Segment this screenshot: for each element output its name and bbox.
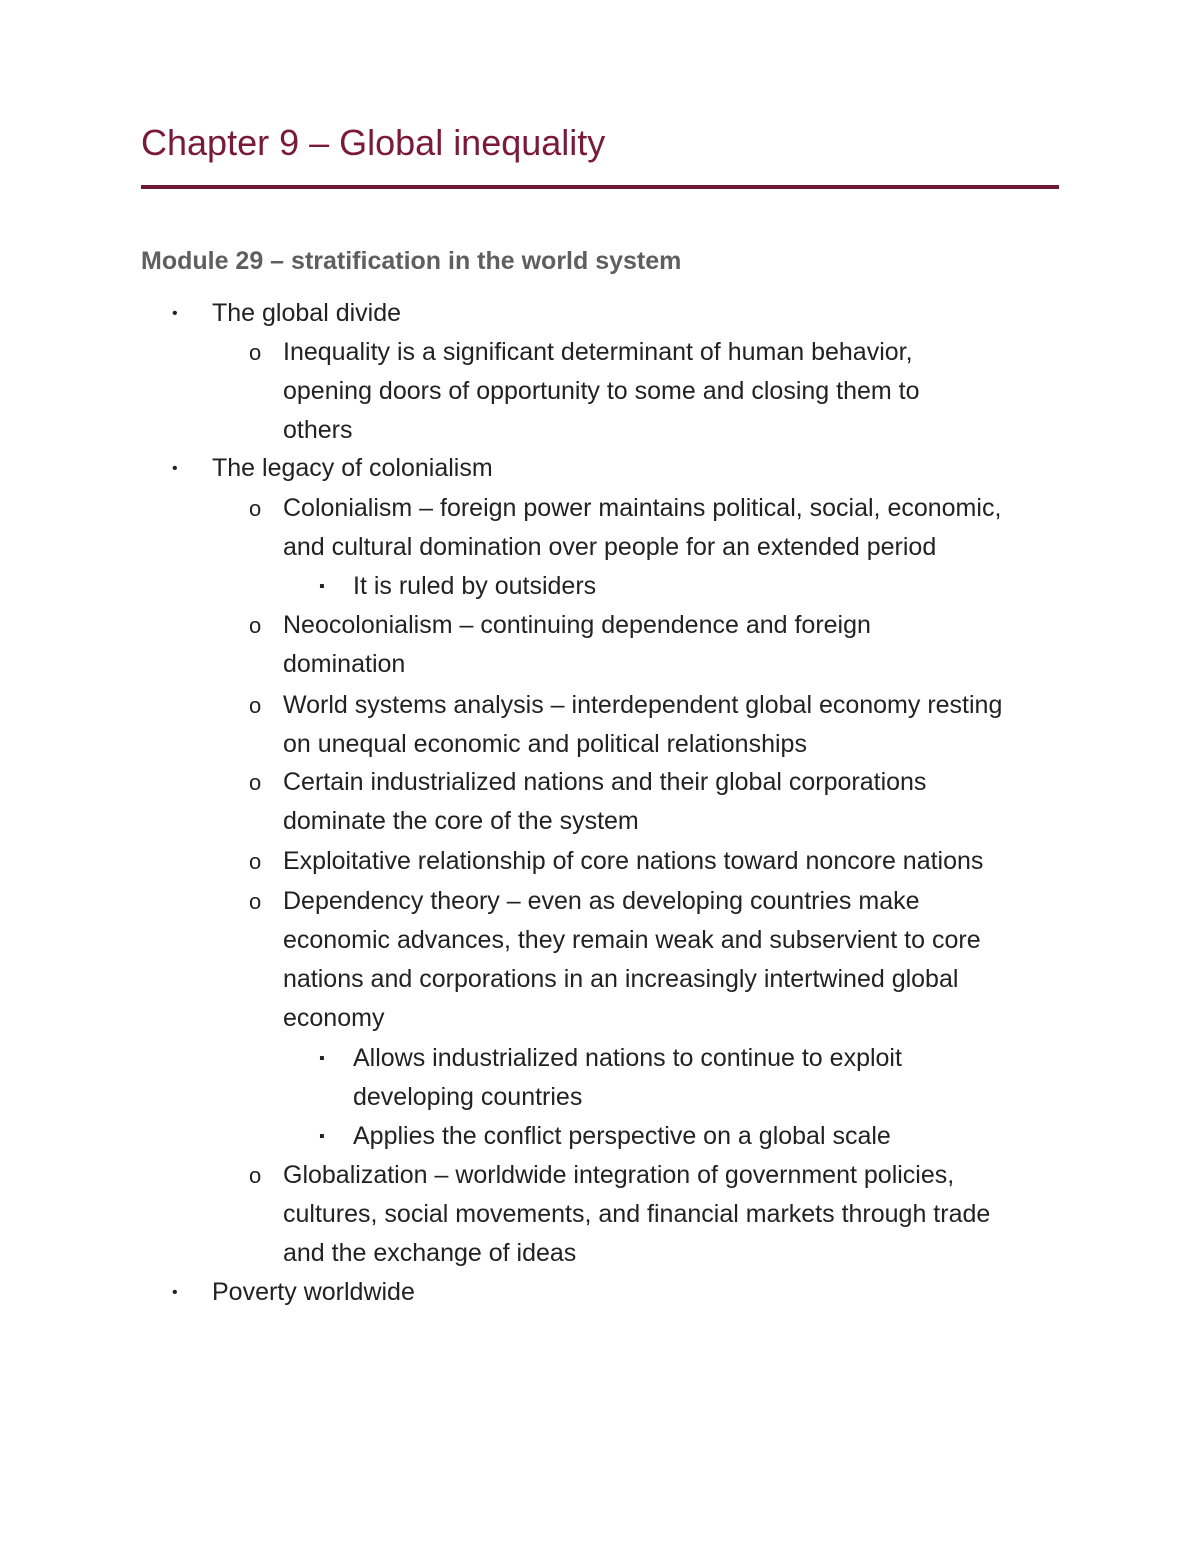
list-item-text: and the exchange of ideas bbox=[283, 1239, 577, 1267]
list-item-level-1 bbox=[172, 449, 1072, 488]
list-item-level-3 bbox=[319, 1039, 1073, 1117]
bullet-level2-icon: o bbox=[249, 496, 262, 521]
list-item-text: and cultural domination over people for an extended period bbox=[283, 533, 937, 561]
list-item-text: It is ruled by outsiders bbox=[353, 572, 597, 600]
list-item-text: World systems analysis – interdependent global economy resting bbox=[283, 691, 1003, 719]
bullet-level2-icon: o bbox=[249, 889, 262, 914]
list-item-text: nations and corporations in an increasingly intertwined global bbox=[283, 965, 959, 993]
list-item-level-2 bbox=[249, 686, 1083, 764]
bullet-level2-icon: o bbox=[249, 340, 262, 365]
list-item-text: Poverty worldwide bbox=[212, 1278, 415, 1306]
bullet-level3-icon: ▪ bbox=[319, 1050, 325, 1067]
list-item-text: Certain industrialized nations and their global corporations bbox=[283, 768, 927, 796]
list-item-text: economy bbox=[283, 1004, 385, 1032]
bullet-level2-icon: o bbox=[249, 613, 262, 638]
bullet-level1-icon: • bbox=[172, 460, 178, 477]
bullet-level2-icon: o bbox=[249, 693, 262, 718]
list-item-level-2 bbox=[249, 882, 1083, 1038]
list-item-level-1 bbox=[172, 1273, 1072, 1312]
list-item-level-2 bbox=[249, 489, 1083, 567]
list-item-level-2 bbox=[249, 333, 1083, 450]
module-heading: Module 29 – stratification in the world system bbox=[141, 247, 682, 275]
bullet-level2-icon: o bbox=[249, 1163, 262, 1188]
list-item-text: Globalization – worldwide integration of government policies, bbox=[283, 1161, 955, 1189]
list-item-text: Colonialism – foreign power maintains political, social, economic, bbox=[283, 494, 1002, 522]
list-item-text: The global divide bbox=[212, 299, 402, 327]
title-divider bbox=[141, 185, 1059, 189]
list-item-text: Exploitative relationship of core nations toward noncore nations bbox=[283, 847, 984, 875]
list-item-text: opening doors of opportunity to some and closing them to bbox=[283, 377, 920, 405]
list-item-text: cultures, social movements, and financial markets through trade bbox=[283, 1200, 991, 1228]
list-item-level-3 bbox=[319, 567, 1073, 606]
list-item-level-2 bbox=[249, 606, 1083, 684]
list-item-text: dominate the core of the system bbox=[283, 807, 639, 835]
bullet-level2-icon: o bbox=[249, 770, 262, 795]
list-item-text: domination bbox=[283, 650, 406, 678]
list-item-level-3 bbox=[319, 1117, 1073, 1156]
bullet-level1-icon: • bbox=[172, 1284, 178, 1301]
list-item-text: on unequal economic and political relationships bbox=[283, 730, 807, 758]
list-item-text: Dependency theory – even as developing countries make bbox=[283, 887, 920, 915]
bullet-level3-icon: ▪ bbox=[319, 1128, 325, 1145]
list-item-level-2 bbox=[249, 763, 1083, 841]
list-item-text: Allows industrialized nations to continue to exploit bbox=[353, 1044, 902, 1072]
bullet-level1-icon: • bbox=[172, 305, 178, 322]
page-title: Chapter 9 – Global inequality bbox=[141, 122, 606, 163]
bullet-level3-icon: ▪ bbox=[319, 578, 325, 595]
bullet-level2-icon: o bbox=[249, 849, 262, 874]
list-item-text: The legacy of colonialism bbox=[212, 454, 493, 482]
list-item-text: economic advances, they remain weak and subservient to core bbox=[283, 926, 981, 954]
list-item-level-1 bbox=[172, 294, 1072, 333]
list-item-text: Neocolonialism – continuing dependence and foreign bbox=[283, 611, 871, 639]
list-item-text: others bbox=[283, 416, 353, 444]
list-item-level-2 bbox=[249, 1156, 1083, 1273]
list-item-level-2 bbox=[249, 842, 1083, 881]
list-item-text: Applies the conflict perspective on a global scale bbox=[353, 1122, 891, 1150]
list-item-text: Inequality is a significant determinant of human behavior, bbox=[283, 338, 913, 366]
list-item-text: developing countries bbox=[353, 1083, 583, 1111]
